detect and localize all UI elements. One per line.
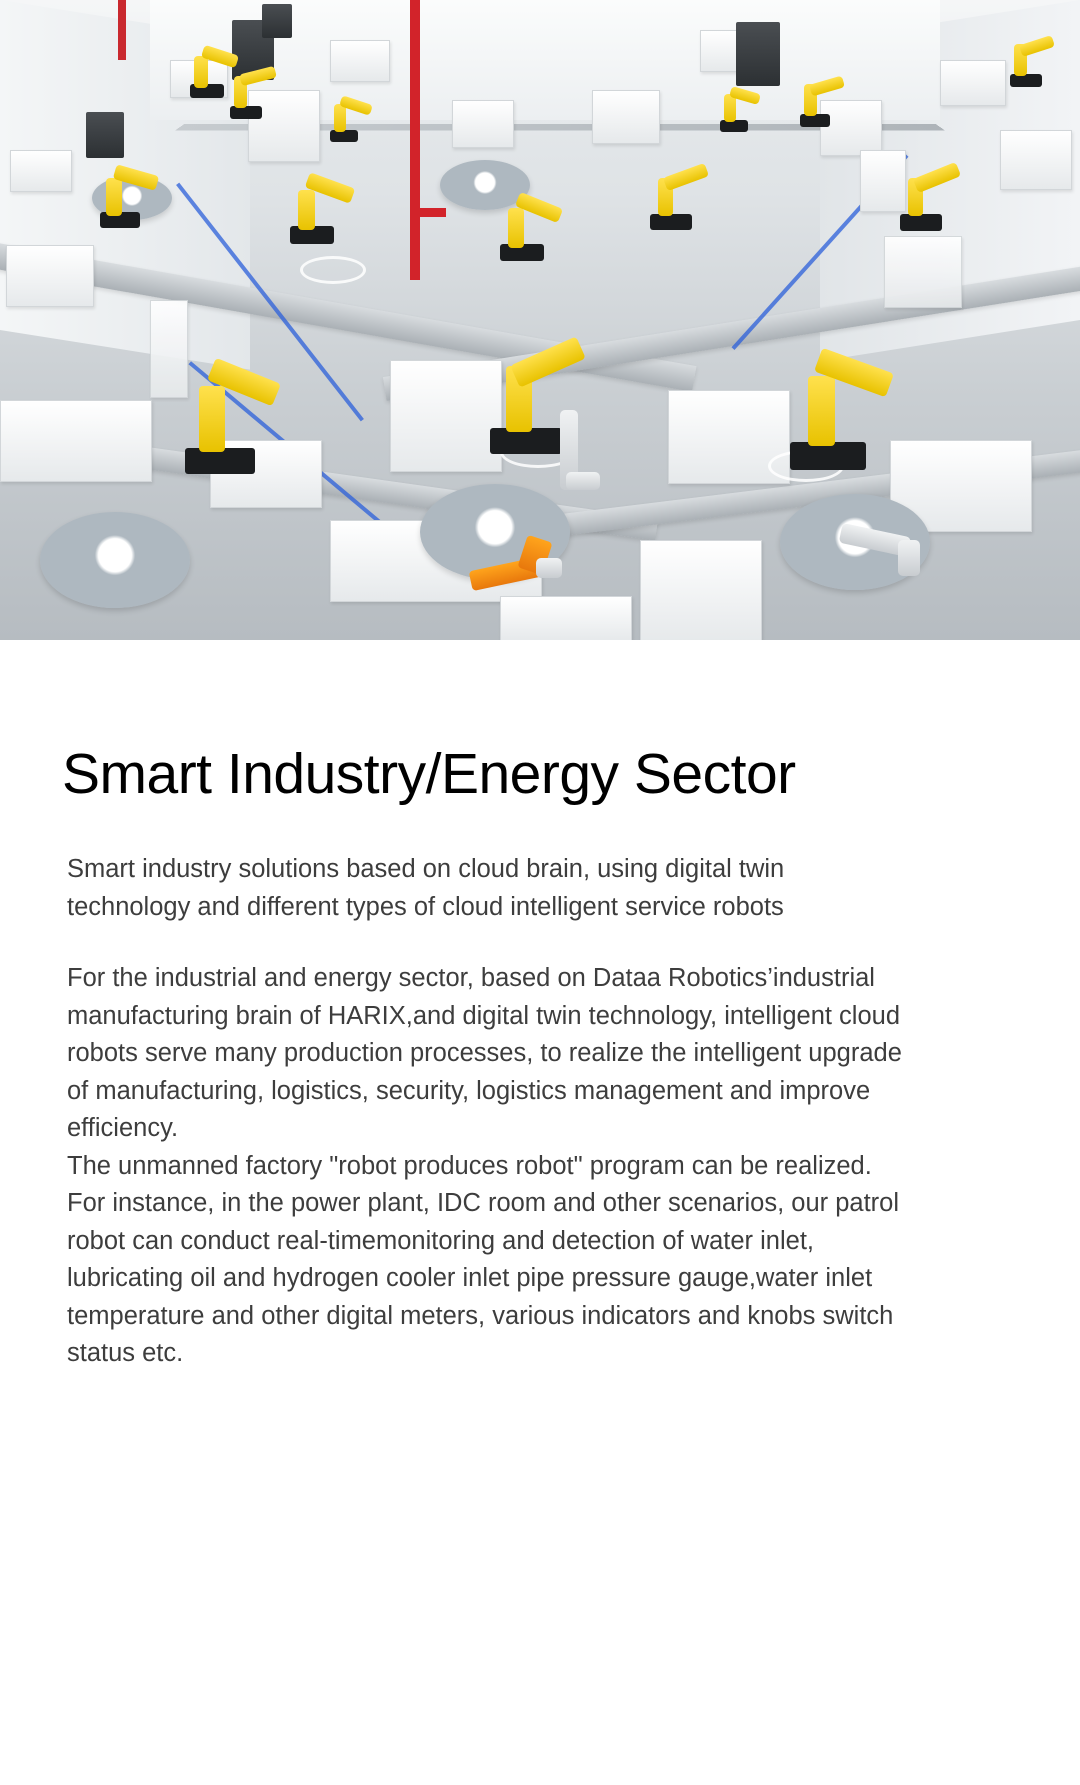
pallet-stack [390,360,502,472]
equipment-cabinet [10,150,72,192]
article-body [62,960,912,1372]
equipment-cabinet [248,90,320,162]
equipment-cabinet [452,100,514,148]
support-column [150,300,188,398]
page-title: Smart Industry/Energy Sector [62,742,796,806]
safety-post-red [410,0,420,280]
article-paragraph-1: For the industrial and energy sector, based on Dataa Robotics’industrial manufacturing brain of HARIX,and digital twin technology, intelligent cloud robots serve many production processes, to realize the intelligent upgrade of manufacturing, logistics, security, logistics management and improve efficiency. [67,964,902,1143]
equipment-cabinet [592,90,660,144]
safety-post-red-secondary [118,0,126,60]
dark-machine-module [736,22,780,86]
equipment-cabinet [330,40,390,82]
equipment-cabinet [1000,130,1072,190]
pallet-stack [0,400,152,482]
factory-scene [0,0,1080,640]
shelf-rack [884,236,962,308]
dark-machine-module [262,4,292,38]
dark-machine-module [86,112,124,158]
article-paragraph-2: The unmanned factory "robot produces robot" program can be realized. [67,1151,872,1180]
equipment-cabinet [940,60,1006,106]
turntable [40,512,190,608]
equipment-cabinet [6,245,94,307]
article-paragraph-3: For instance, in the power plant, IDC room and other scenarios, our patrol robot can conduct real-timemonitoring and detection of water inlet, lubricating oil and hydrogen cooler inlet pipe pressure gauge,water inlet temperature and other digital meters, various indicators and knobs switch status etc. [67,1189,899,1368]
work-table [640,540,762,640]
article-lead: Smart industry solutions based on cloud brain, using digital twin technology and different types of cloud intelligent service robots [67,854,785,921]
hero-image [0,0,1080,640]
equipment-cabinet [820,100,882,156]
floor-ring-marking [300,256,366,284]
safety-post-red-bracket [410,208,446,217]
work-table [500,596,632,640]
article-content [0,640,1080,1373]
equipment-cabinet [860,150,906,212]
